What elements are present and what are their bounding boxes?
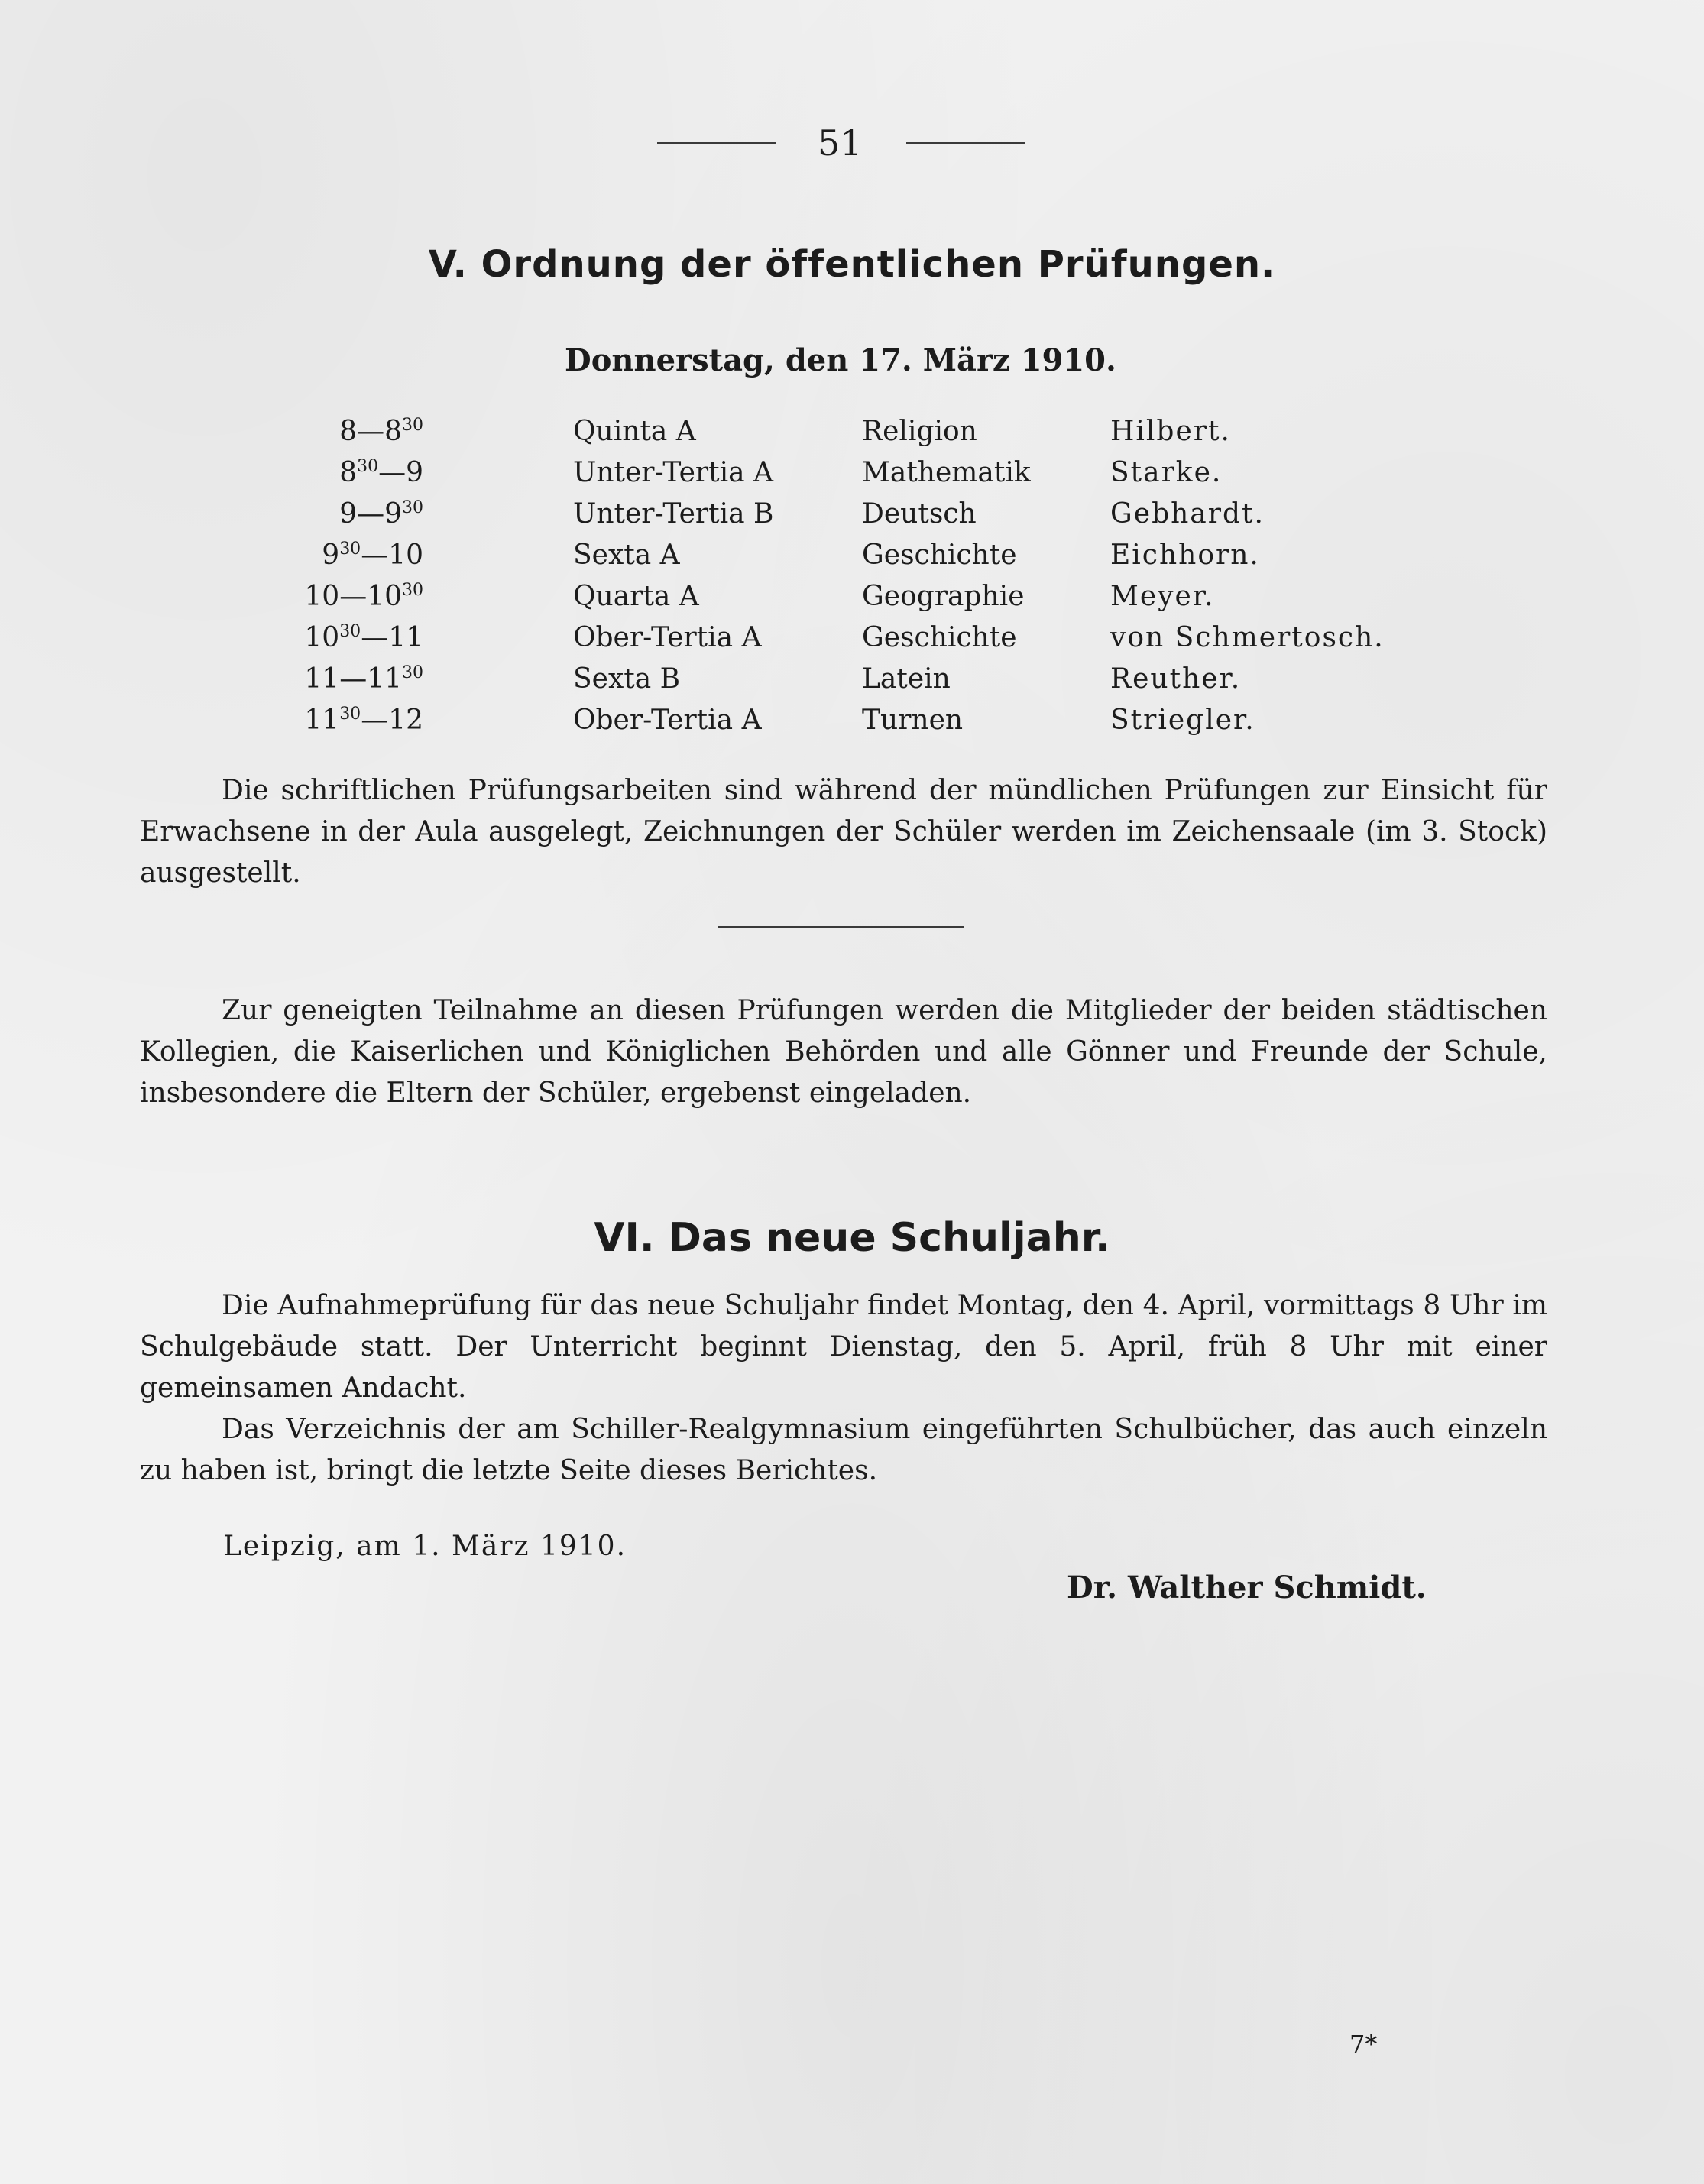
schedule-subject: Geographie	[862, 581, 1025, 612]
header-rule-right	[906, 142, 1025, 144]
schedule-subject: Geschichte	[862, 540, 1017, 571]
schedule-time-start: 8	[339, 416, 358, 447]
exam-note-paragraph: Die schriftlichen Prüfungsarbeiten sind während der mündlichen Prüfungen zur Einsicht für Erwachsene in der Aula ausgelegt, Zeichnungen der Schüler werden im Zeichensaale (im 3. Stock) ausgestellt.	[140, 775, 1547, 889]
schedule-teacher: Reuther.	[1110, 663, 1242, 695]
schedule-teacher: Hilbert.	[1110, 416, 1231, 447]
schedule-time-end: 9	[384, 498, 402, 530]
schedule-class: Quinta A	[573, 416, 696, 447]
schedule-subject: Turnen	[862, 705, 964, 736]
schedule-time-dash: —	[378, 457, 407, 488]
schedule-row	[0, 622, 1704, 663]
section-vi-title: VI. Das neue Schuljahr.	[594, 1215, 1110, 1261]
schedule-time-dash: —	[361, 705, 389, 736]
schedule-subject: Deutsch	[862, 498, 977, 530]
schedule-time-dash: —	[357, 416, 385, 447]
page-number: 51	[818, 122, 863, 164]
schedule-teacher: von Schmertosch.	[1110, 622, 1385, 653]
schedule-time-start: 9	[322, 540, 340, 571]
schedule-time-dash: —	[339, 581, 368, 612]
schedule-class: Ober-Tertia A	[573, 622, 762, 653]
schedule-time-dash: —	[361, 540, 389, 571]
invitation-paragraph: Zur geneigten Teilnahme an diesen Prüfungen werden die Mitglieder der beiden städtischen Kollegien, die Kaiserlichen und Königlichen Behörden und alle Gönner und Freunde der Schule, insbesondere die Eltern der Schüler, ergebenst eingeladen.	[140, 995, 1547, 1109]
schedule-time-end: 10	[367, 581, 402, 612]
schedule-time	[339, 416, 423, 447]
schedule-time-start-minutes: 30	[339, 540, 361, 559]
schedule-time-end-minutes: 30	[402, 663, 423, 682]
schedule-time-start-minutes: 30	[357, 457, 379, 476]
schedule-teacher: Eichhorn.	[1110, 540, 1260, 571]
schedule-time-end-minutes: 30	[402, 498, 423, 517]
schedule-teacher: Meyer.	[1110, 581, 1215, 612]
schedule-row	[0, 540, 1704, 581]
schedule-teacher: Starke.	[1110, 457, 1223, 488]
schedule-time-start-minutes: 30	[339, 705, 361, 724]
place-date: Leipzig, am 1. März 1910.	[223, 1531, 627, 1562]
enrollment-paragraph: Die Aufnahmeprüfung für das neue Schuljahr findet Montag, den 4. April, vormittags 8 Uhr im Schulgebäude statt. Der Unterricht beginnt Dienstag, den 5. April, früh 8 Uhr mit einer gemeinsamen Andacht.	[140, 1290, 1547, 1404]
schedule-time	[304, 663, 423, 695]
schedule-subject: Latein	[862, 663, 951, 695]
schedule-class: Quarta A	[573, 581, 699, 612]
schedule-class: Sexta B	[573, 663, 681, 695]
schedule-time-start: 10	[304, 622, 340, 653]
textbook-paragraph: Das Verzeichnis der am Schiller-Realgymnasium eingeführten Schulbücher, das auch einzeln zu haben ist, bringt die letzte Seite dieses Berichtes.	[140, 1414, 1547, 1486]
exam-date: Donnerstag, den 17. März 1910.	[565, 342, 1116, 378]
sheet-mark: 7*	[1349, 2030, 1378, 2059]
schedule-time	[304, 622, 423, 653]
section-v-title: V. Ordnung der öffentlichen Prüfungen.	[428, 243, 1276, 286]
signature: Dr. Walther Schmidt.	[1067, 1570, 1427, 1606]
schedule-time-end-minutes: 30	[402, 581, 423, 600]
schedule-row	[0, 457, 1704, 498]
schedule-time	[304, 581, 423, 612]
schedule-time-end: 11	[367, 663, 402, 695]
schedule-row	[0, 705, 1704, 746]
schedule-time-end: 10	[388, 540, 423, 571]
schedule-time-end: 12	[388, 705, 423, 736]
section-divider	[718, 926, 964, 928]
schedule-time-end: 9	[406, 457, 423, 488]
schedule-time-start: 10	[304, 581, 340, 612]
schedule-class: Unter-Tertia B	[573, 498, 774, 530]
schedule-time-start-minutes: 30	[339, 622, 361, 641]
schedule-subject: Mathematik	[862, 457, 1031, 488]
schedule-time	[339, 457, 423, 488]
schedule-subject: Geschichte	[862, 622, 1017, 653]
schedule-row	[0, 581, 1704, 622]
schedule-time	[304, 705, 423, 736]
schedule-row	[0, 416, 1704, 457]
schedule-time-dash: —	[339, 663, 368, 695]
schedule-teacher: Striegler.	[1110, 705, 1255, 736]
schedule-time	[339, 498, 423, 530]
schedule-time-start: 11	[304, 705, 340, 736]
schedule-row	[0, 498, 1704, 540]
schedule-time-end: 8	[384, 416, 402, 447]
schedule-time-end: 11	[388, 622, 423, 653]
schedule-class: Ober-Tertia A	[573, 705, 762, 736]
schedule-time	[322, 540, 423, 571]
schedule-time-start: 8	[339, 457, 358, 488]
schedule-time-dash: —	[357, 498, 385, 530]
schedule-class: Unter-Tertia A	[573, 457, 774, 488]
schedule-time-start: 9	[339, 498, 358, 530]
schedule-class: Sexta A	[573, 540, 680, 571]
schedule-subject: Religion	[862, 416, 977, 447]
schedule-time-end-minutes: 30	[402, 416, 423, 435]
schedule-row	[0, 663, 1704, 705]
header-rule-left	[657, 142, 776, 144]
schedule-teacher: Gebhardt.	[1110, 498, 1265, 530]
schedule-time-dash: —	[361, 622, 389, 653]
schedule-time-start: 11	[304, 663, 340, 695]
